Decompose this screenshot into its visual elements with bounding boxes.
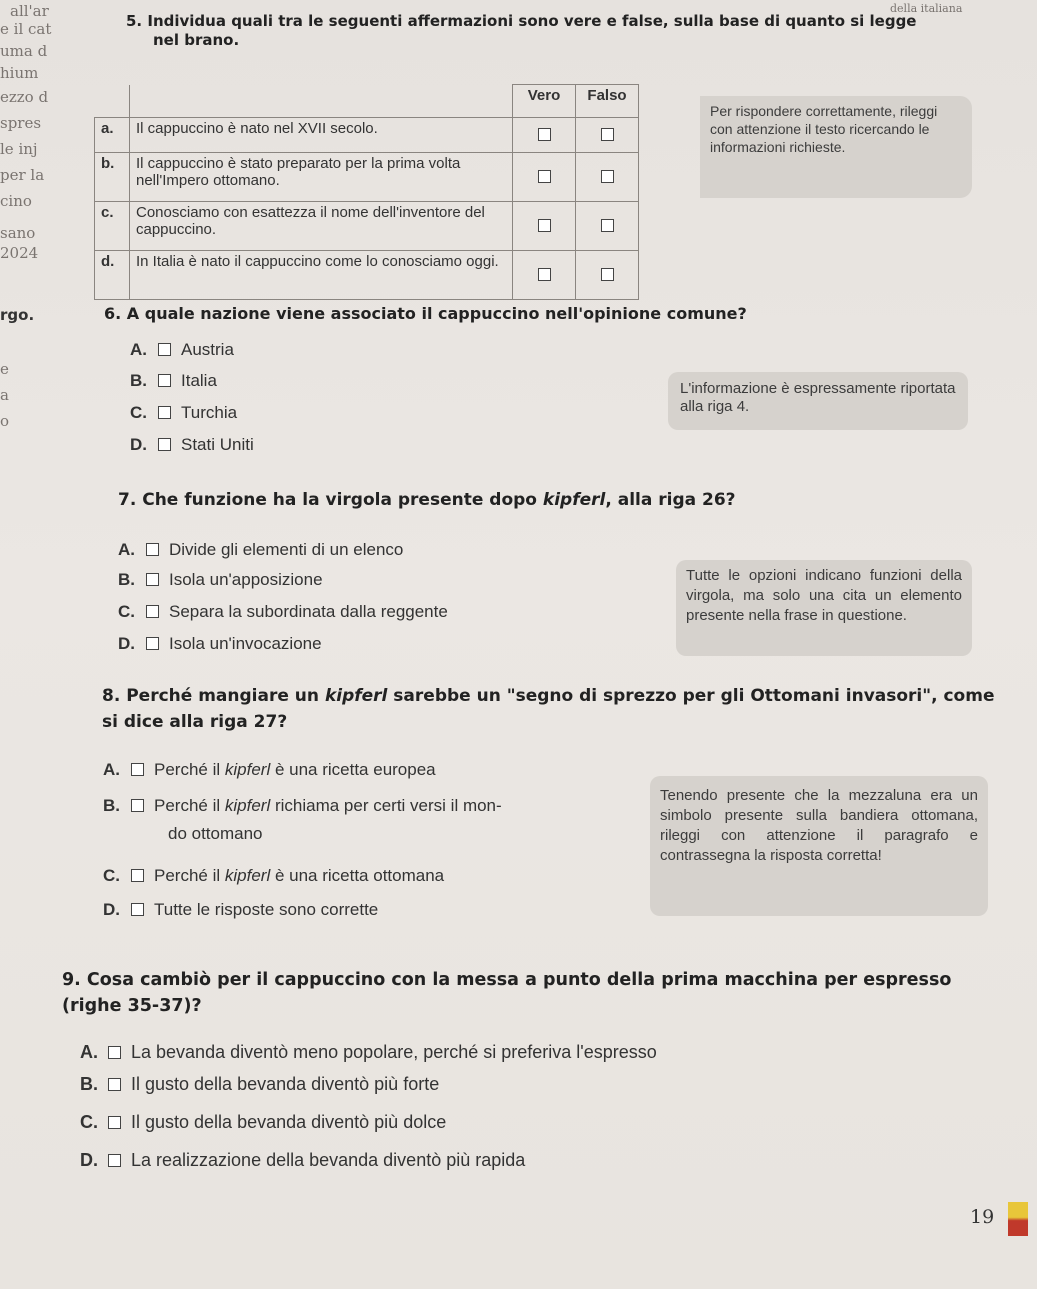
true-checkbox-a[interactable] xyxy=(513,118,576,153)
row-statement: Il cappuccino è nato nel XVII secolo. xyxy=(130,118,513,153)
q5-true-false-table xyxy=(94,84,639,300)
bleed-fragment: hium xyxy=(0,64,39,82)
q7-option-b[interactable] xyxy=(118,570,323,590)
q6-option-b[interactable] xyxy=(130,371,217,391)
q5-hint: Per rispondere correttamente, rileggi con attenzione il testo ricercando le informazioni richieste. xyxy=(700,96,972,198)
option-letter: B. xyxy=(118,570,135,589)
header-fragment: della italiana xyxy=(890,2,963,15)
q6-option-d[interactable] xyxy=(130,435,254,455)
q8-text-line2: si dice alla riga 27? xyxy=(102,712,288,732)
bleed-fragment: rgo. xyxy=(0,306,35,324)
q8-option-c[interactable] xyxy=(103,866,444,886)
option-letter: A. xyxy=(103,760,120,779)
q8-option-a[interactable] xyxy=(103,760,436,780)
option-text-pre: Tutte le risposte sono corrette xyxy=(154,900,379,919)
option-letter: C. xyxy=(118,602,135,621)
bleed-fragment: cino xyxy=(0,192,32,210)
table-header-row xyxy=(95,85,639,118)
q8-option-d[interactable] xyxy=(103,900,378,920)
checkbox-icon[interactable] xyxy=(108,1154,121,1167)
option-text: Italia xyxy=(181,371,217,390)
option-text-em: kipferl xyxy=(224,796,271,815)
option-letter: D. xyxy=(130,435,147,454)
table-header-letter xyxy=(95,85,130,118)
q8-text-pre: Perché mangiare un xyxy=(126,686,325,706)
q6-option-a[interactable] xyxy=(130,340,234,360)
q7-option-d[interactable] xyxy=(118,634,322,654)
checkbox-icon[interactable] xyxy=(131,763,144,776)
q9-text: Cosa cambiò per il cappuccino con la messa a punto della prima macchina per espresso xyxy=(86,970,952,990)
q6-title xyxy=(104,304,747,323)
option-text: Stati Uniti xyxy=(181,435,254,454)
option-letter: D. xyxy=(80,1150,98,1170)
table-row xyxy=(95,202,639,251)
option-letter: C. xyxy=(80,1112,98,1132)
table-row xyxy=(95,153,639,202)
q7-option-a[interactable] xyxy=(118,540,403,560)
option-text-pre: Perché il xyxy=(154,760,225,779)
option-text: Isola un'apposizione xyxy=(169,570,323,589)
option-letter: B. xyxy=(80,1074,98,1094)
table-row xyxy=(95,251,639,300)
option-letter: D. xyxy=(118,634,135,653)
checkbox-icon[interactable] xyxy=(146,605,159,618)
table-header-true: Vero xyxy=(513,85,576,118)
row-statement: In Italia è nato il cappuccino come lo conosciamo oggi. xyxy=(130,251,513,300)
bleed-fragment: le inj xyxy=(0,140,38,158)
q8-text-post: sarebbe un "segno di sprezzo per gli Ottomani invasori", come xyxy=(387,686,995,706)
q7-text-em: kipferl xyxy=(542,490,606,510)
option-text: Separa la subordinata dalla reggente xyxy=(169,602,448,621)
q9-option-c[interactable] xyxy=(80,1112,446,1133)
option-text-em: kipferl xyxy=(224,760,271,779)
row-statement: Il cappuccino è stato preparato per la prima volta nell'Impero ottomano. xyxy=(130,153,513,202)
option-text-pre: Perché il xyxy=(154,866,225,885)
option-text: La bevanda diventò meno popolare, perché si preferiva l'espresso xyxy=(131,1042,657,1062)
q5-title xyxy=(126,12,916,30)
bleed-fragment: 2024 xyxy=(0,244,39,262)
checkbox-icon[interactable] xyxy=(146,543,159,556)
q6-hint: L'informazione è espressamente riportata alla riga 4. xyxy=(668,372,968,430)
q6-number: 6. xyxy=(104,304,122,323)
q8-option-b-line2: do ottomano xyxy=(168,824,263,843)
bleed-fragment: all'ar xyxy=(10,2,49,20)
false-checkbox-b[interactable] xyxy=(576,153,639,202)
checkbox-icon[interactable] xyxy=(146,573,159,586)
q7-hint: Tutte le opzioni indicano funzioni della virgola, ma solo una cita un elemento presente nella frase in questione. xyxy=(676,560,972,656)
option-text-post: è una ricetta ottomana xyxy=(270,866,445,885)
option-letter: A. xyxy=(118,540,135,559)
q5-number: 5. xyxy=(126,12,143,30)
bleed-fragment: spres xyxy=(0,114,42,132)
checkbox-icon[interactable] xyxy=(158,406,171,419)
option-text: Divide gli elementi di un elenco xyxy=(169,540,404,559)
table-header-statement xyxy=(130,85,513,118)
row-letter: a. xyxy=(95,118,130,153)
false-checkbox-c[interactable] xyxy=(576,202,639,251)
checkbox-icon[interactable] xyxy=(108,1078,121,1091)
bleed-fragment: o xyxy=(0,412,10,430)
false-checkbox-d[interactable] xyxy=(576,251,639,300)
q9-number: 9. xyxy=(62,970,81,990)
option-letter: D. xyxy=(103,900,120,919)
q6-option-c[interactable] xyxy=(130,403,237,423)
table-header-false: Falso xyxy=(576,85,639,118)
page-tab-marker xyxy=(1008,1202,1028,1236)
bleed-fragment: per la xyxy=(0,166,45,184)
checkbox-icon[interactable] xyxy=(131,903,144,916)
checkbox-icon[interactable] xyxy=(131,869,144,882)
false-checkbox-a[interactable] xyxy=(576,118,639,153)
true-checkbox-c[interactable] xyxy=(513,202,576,251)
row-letter: c. xyxy=(95,202,130,251)
checkbox-icon[interactable] xyxy=(158,343,171,356)
option-letter: A. xyxy=(80,1042,98,1062)
bleed-fragment: ezzo d xyxy=(0,88,49,106)
q8-hint: Tenendo presente che la mezzaluna era un simbolo presente sulla bandiera ottomana, rileggi con attenzione il paragrafo e contrassegna la risposta corretta! xyxy=(650,776,988,916)
option-text: Austria xyxy=(181,340,234,359)
bleed-fragment: e xyxy=(0,360,9,378)
q9-title xyxy=(62,970,951,990)
bleed-fragment: a xyxy=(0,386,9,404)
q8-number: 8. xyxy=(102,686,121,706)
q7-number: 7. xyxy=(118,490,137,510)
q8-option-b[interactable] xyxy=(103,796,502,816)
option-letter: C. xyxy=(103,866,120,885)
option-letter: B. xyxy=(103,796,120,815)
true-checkbox-b[interactable] xyxy=(513,153,576,202)
q7-title xyxy=(118,490,736,510)
q6-text: A quale nazione viene associato il cappuccino nell'opinione comune? xyxy=(126,304,747,323)
row-letter: d. xyxy=(95,251,130,300)
true-checkbox-d[interactable] xyxy=(513,251,576,300)
option-text: Il gusto della bevanda diventò più dolce xyxy=(131,1112,447,1132)
bleed-fragment: e il cat xyxy=(0,20,52,38)
option-text: Il gusto della bevanda diventò più forte xyxy=(131,1074,440,1094)
q7-text-pre: Che funzione ha la virgola presente dopo xyxy=(142,490,543,510)
q9-option-d[interactable] xyxy=(80,1150,525,1171)
q5-text-line2: nel brano. xyxy=(153,31,240,49)
option-text: La realizzazione della bevanda diventò più rapida xyxy=(131,1150,526,1170)
q8-text-em: kipferl xyxy=(324,686,388,706)
q9-text-line2: (righe 35-37)? xyxy=(62,996,202,1016)
q9-option-a[interactable] xyxy=(80,1042,657,1063)
checkbox-icon[interactable] xyxy=(146,637,159,650)
option-text-pre: Perché il xyxy=(154,796,225,815)
option-letter: B. xyxy=(130,371,147,390)
checkbox-icon[interactable] xyxy=(108,1046,121,1059)
q9-option-b[interactable] xyxy=(80,1074,439,1095)
option-letter: A. xyxy=(130,340,147,359)
option-text-post: richiama per certi versi il mon- xyxy=(270,796,502,815)
table-row xyxy=(95,118,639,153)
page-number: 19 xyxy=(970,1206,995,1228)
option-text: Isola un'invocazione xyxy=(169,634,322,653)
option-text-em: kipferl xyxy=(224,866,271,885)
q8-title xyxy=(102,686,995,706)
q7-text-post: , alla riga 26? xyxy=(605,490,736,510)
q7-option-c[interactable] xyxy=(118,602,448,622)
checkbox-icon[interactable] xyxy=(158,374,171,387)
option-text: Turchia xyxy=(181,403,238,422)
checkbox-icon[interactable] xyxy=(108,1116,121,1129)
bleed-fragment: uma d xyxy=(0,42,48,60)
checkbox-icon[interactable] xyxy=(131,799,144,812)
row-statement: Conosciamo con esattezza il nome dell'inventore del cappuccino. xyxy=(130,202,513,251)
option-text-post: è una ricetta europea xyxy=(270,760,436,779)
option-letter: C. xyxy=(130,403,147,422)
bleed-fragment: sano xyxy=(0,224,36,242)
q5-text: Individua quali tra le seguenti affermazioni sono vere e false, sulla base di quanto si legge xyxy=(147,12,917,30)
checkbox-icon[interactable] xyxy=(158,438,171,451)
row-letter: b. xyxy=(95,153,130,202)
